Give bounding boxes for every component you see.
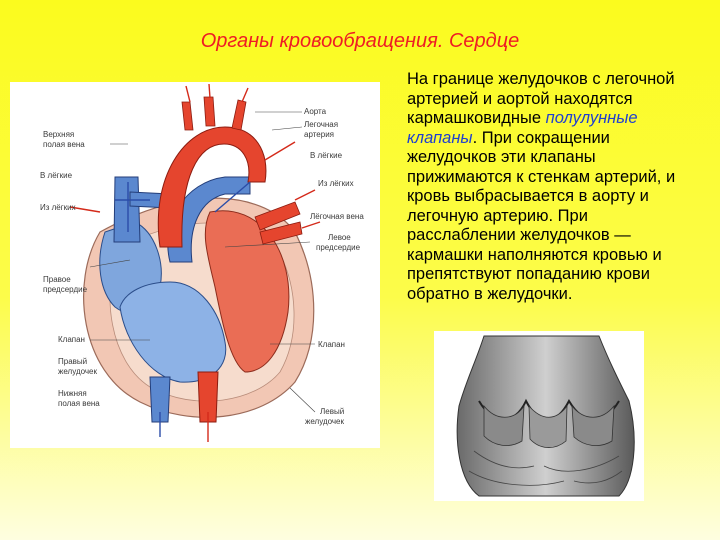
label-superior-vena-2: полая вена — [43, 140, 85, 149]
label-superior-vena-1: Верхняя — [43, 130, 75, 139]
label-right-atrium-2: предсердие — [43, 285, 88, 294]
label-inferior-vena-1: Нижняя — [58, 389, 87, 398]
label-pulmonary-artery-2: артерия — [304, 130, 334, 139]
label-pulmonary-artery-1: Легочная — [304, 120, 339, 129]
label-from-lungs-right: Из лёгких — [318, 179, 354, 188]
label-right-ventricle-1: Правый — [58, 357, 88, 366]
label-left-atrium-2: предсердие — [316, 243, 361, 252]
slide-title: Органы кровообращения. Сердце — [200, 30, 520, 52]
label-from-lungs-left: Из лёгких — [40, 203, 76, 212]
semilunar-valve-illustration — [434, 331, 644, 501]
label-pulmonary-vein: Лёгочная вена — [310, 212, 364, 221]
superior-vena-cava — [114, 177, 140, 242]
label-aorta: Аорта — [304, 107, 327, 116]
paragraph-text-2: . При сокращении желудочков эти клапаны прижимаются к стенкам артерий, и кровь выбрасывается в аорту и легочную артерию. При расслаблении желудочков — кармашки наполняются кровью и препятствуют попаданию крови обратно в желудочки. — [407, 128, 676, 303]
label-left-atrium-1: Левое — [328, 233, 351, 242]
aorta-branch-1 — [182, 102, 193, 130]
label-to-lungs-right: В лёгкие — [310, 151, 343, 160]
label-valve-left: Клапан — [58, 335, 85, 344]
label-valve-right: Клапан — [318, 340, 345, 349]
label-inferior-vena-2: полая вена — [58, 399, 100, 408]
label-right-atrium-1: Правое — [43, 275, 71, 284]
aorta-branch-3 — [232, 100, 246, 130]
semilunar-valves-highlight: полулунные клапаны — [407, 109, 638, 147]
label-right-ventricle-2: желудочек — [58, 367, 97, 376]
heart-diagram — [10, 82, 380, 448]
aorta-branch-2 — [204, 97, 215, 126]
description-paragraph — [407, 70, 692, 304]
label-to-lungs-left: В лёгкие — [40, 171, 73, 180]
label-left-ventricle-2: желудочек — [305, 417, 344, 426]
label-left-ventricle-1: Левый — [320, 407, 345, 416]
paragraph-text-1: На границе желудочков с легочной артерией и аортой находятся кармашковидные — [407, 70, 675, 127]
